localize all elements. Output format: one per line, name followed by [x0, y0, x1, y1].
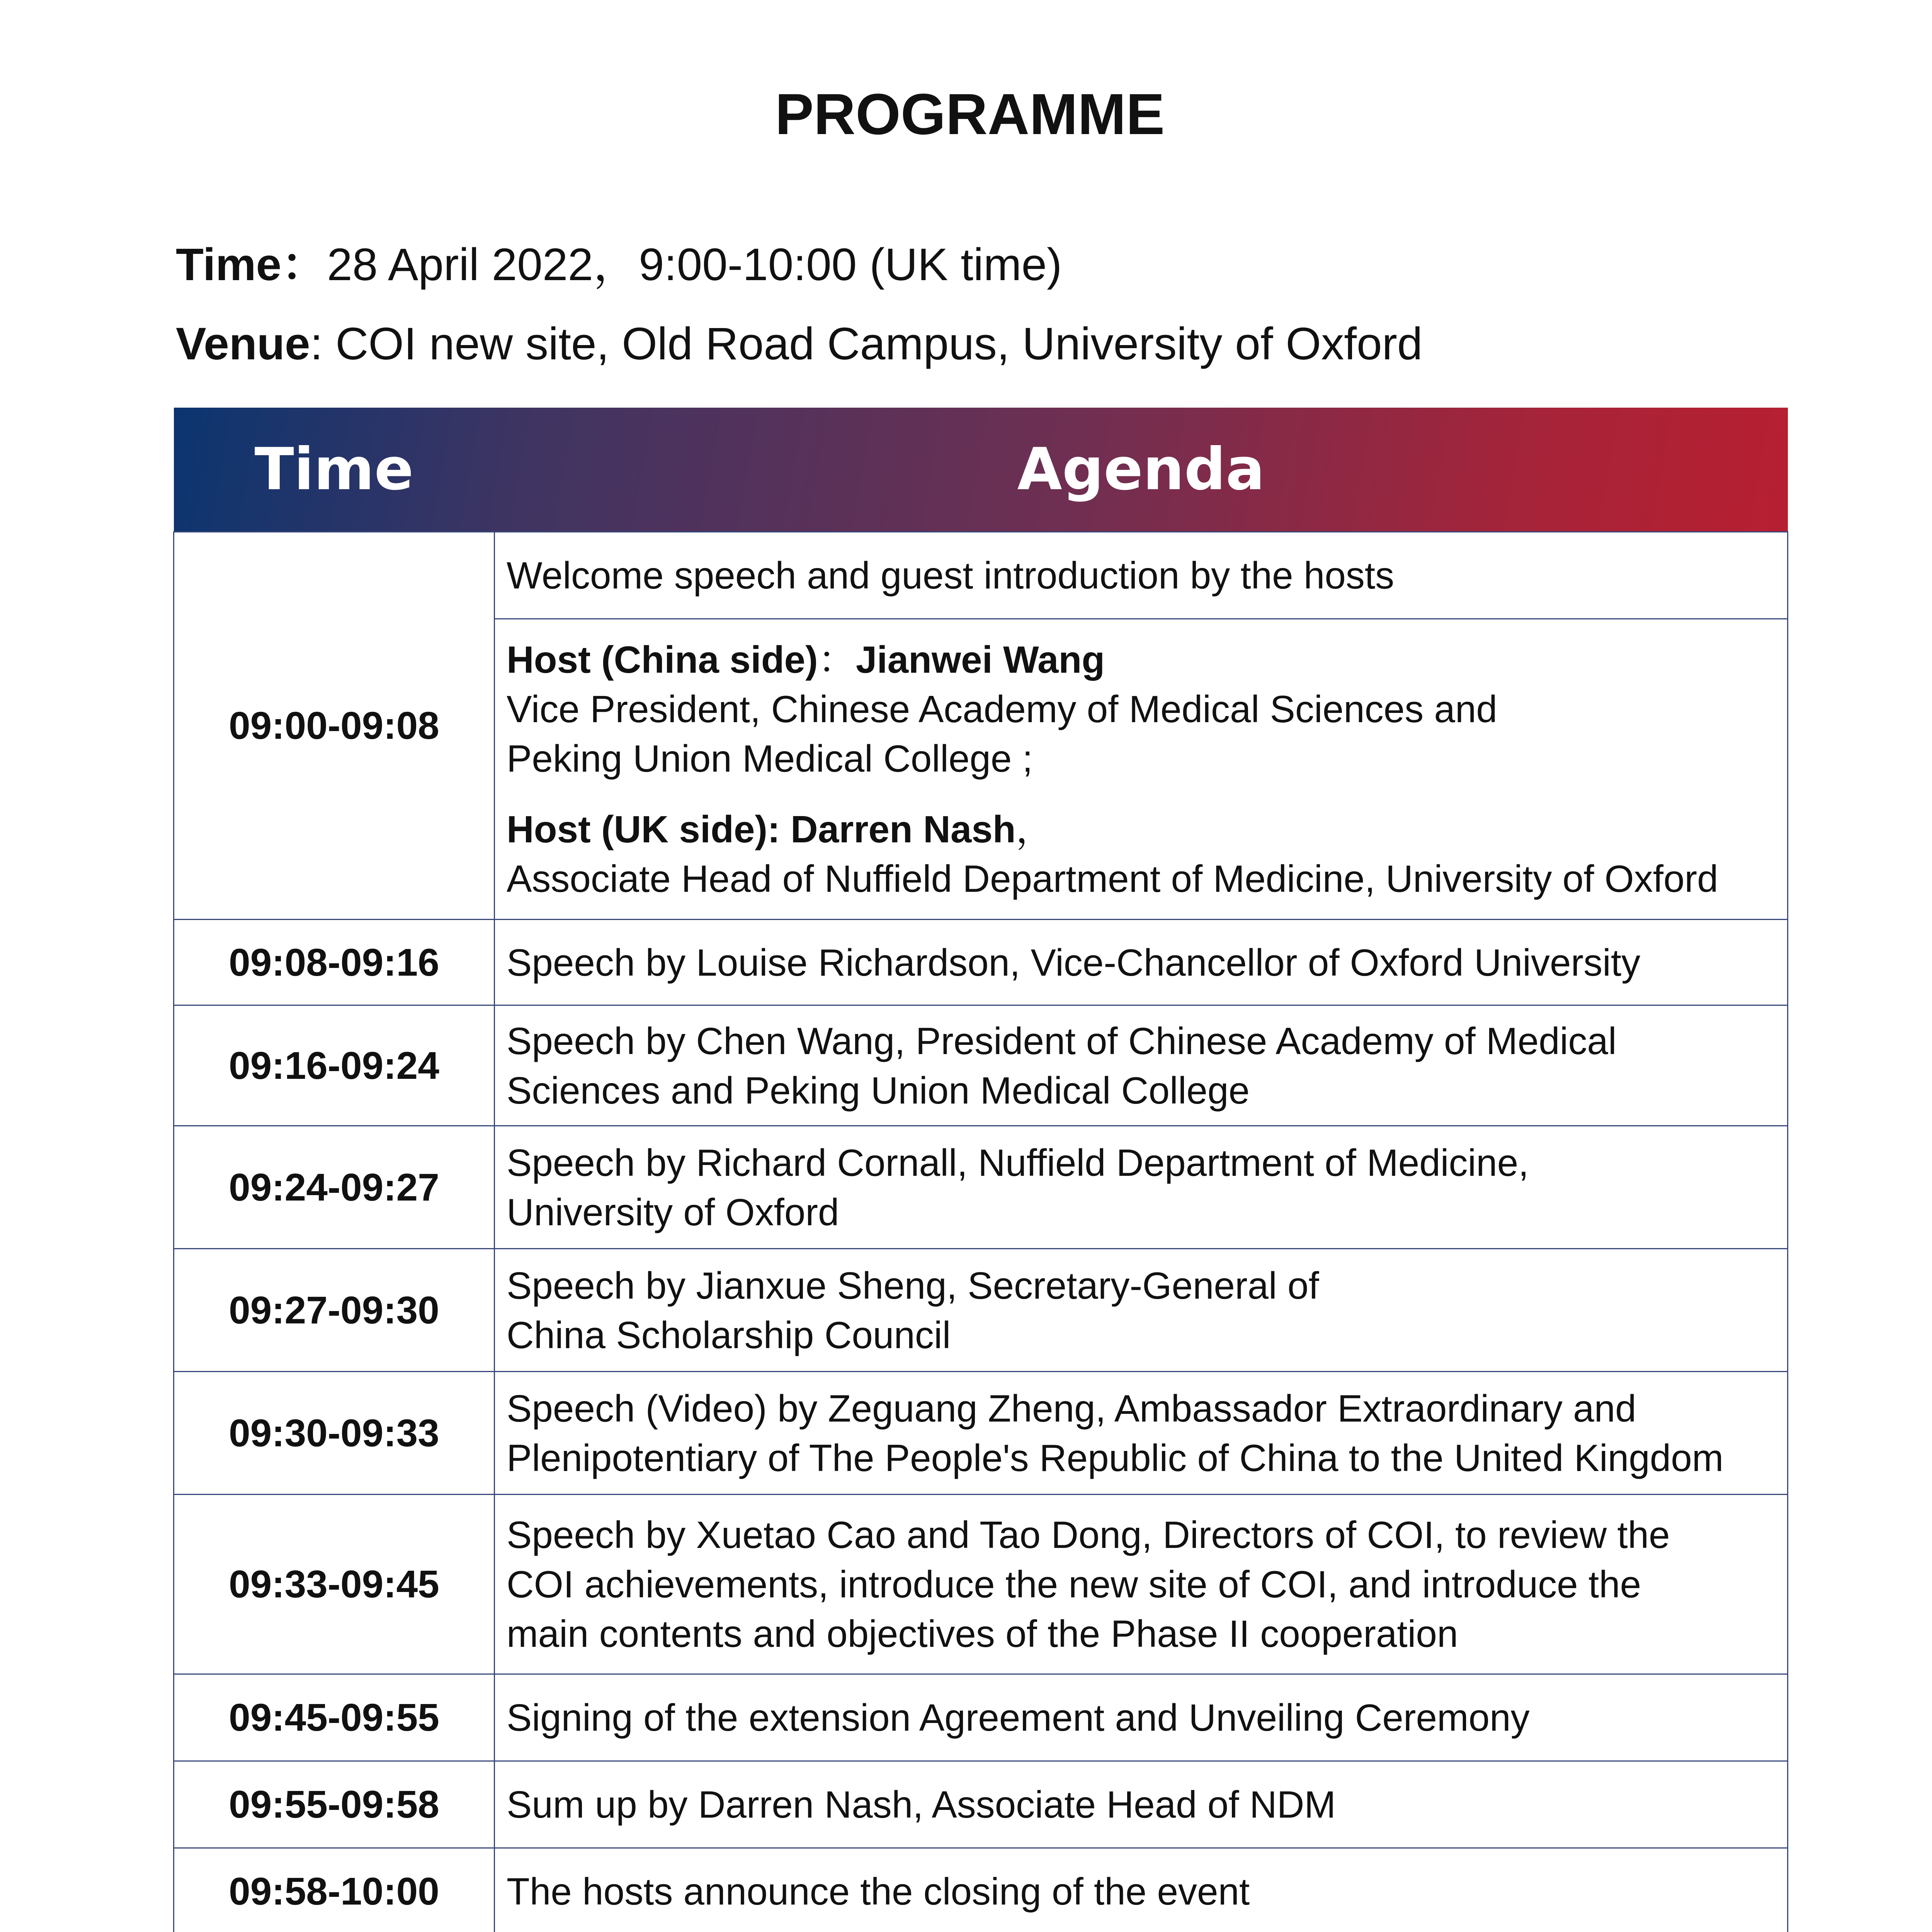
host-china-title-line: Vice President, Chinese Academy of Medical Sciences and: [507, 688, 1497, 730]
agenda-line: Speech by Xuetao Cao and Tao Dong, Directors of COI, to review the: [507, 1514, 1670, 1556]
agenda-cell: [495, 1005, 1788, 1126]
time-cell: 09:55-09:58: [174, 1761, 495, 1848]
agenda-line: Speech (Video) by Zeguang Zheng, Ambassador Extraordinary and: [507, 1387, 1636, 1430]
table-row: [174, 1674, 1788, 1761]
time-cell: 09:16-09:24: [174, 1005, 495, 1126]
host-china-title-line: Peking Union Medical College ;: [507, 737, 1033, 780]
event-time: [176, 238, 1062, 292]
agenda-line: University of Oxford: [507, 1190, 839, 1233]
agenda-cell: [495, 1372, 1788, 1495]
header-agenda: Agenda: [1017, 436, 1265, 503]
time-cell: 09:00-09:08: [174, 532, 495, 920]
agenda-table-header: [174, 408, 1788, 532]
host-uk-separator: ，: [1015, 808, 1054, 850]
table-row: [174, 1848, 1788, 1932]
table-row: [174, 1372, 1788, 1495]
header-time: Time: [254, 436, 414, 503]
agenda-cell: [495, 1674, 1788, 1761]
venue-value: COI new site, Old Road Campus, University of Oxford: [335, 318, 1423, 369]
time-cell: 09:27-09:30: [174, 1249, 495, 1372]
table-row: [174, 1761, 1788, 1848]
time-separator: ：: [281, 239, 327, 290]
agenda-cell: [495, 1126, 1788, 1249]
agenda-line: Speech by Chen Wang, President of Chinese Academy of Medical: [507, 1019, 1617, 1062]
time-value: 28 April 2022，9:00-10:00 (UK time): [327, 239, 1062, 290]
table-row: [174, 532, 1788, 619]
host-uk-title-line: Associate Head of Nuffield Department of Medicine, University of Oxford: [507, 857, 1718, 900]
table-row: [174, 1126, 1788, 1249]
table-row: [174, 920, 1788, 1005]
event-venue: [176, 317, 1423, 371]
host-uk-line: [507, 804, 1776, 854]
agenda-line: Sum up by Darren Nash, Associate Head of NDM: [507, 1783, 1336, 1826]
agenda-table: [173, 408, 1788, 1932]
host-uk-label: Host (UK side): Darren Nash: [507, 808, 1016, 850]
agenda-line: Signing of the extension Agreement and Unveiling Ceremony: [507, 1696, 1530, 1739]
spacer: [507, 783, 1776, 804]
time-label: Time: [176, 239, 282, 290]
time-cell: 09:24-09:27: [174, 1126, 495, 1249]
agenda-line: Plenipotentiary of The People's Republic of China to the United Kingdom: [507, 1436, 1724, 1479]
agenda-line: Speech by Jianxue Sheng, Secretary-General of: [507, 1264, 1319, 1307]
agenda-cell: [495, 1249, 1788, 1372]
agenda-line: COI achievements, introduce the new site of COI, and introduce the: [507, 1563, 1641, 1605]
agenda-table-body: [174, 532, 1788, 1932]
host-china-separator: ：: [818, 638, 856, 681]
agenda-line: The hosts announce the closing of the event: [507, 1870, 1250, 1913]
time-cell: 09:30-09:33: [174, 1372, 495, 1495]
time-cell: 09:08-09:16: [174, 920, 495, 1005]
host-china-line: [507, 635, 1776, 684]
time-cell: 09:45-09:55: [174, 1674, 495, 1761]
agenda-cell: [495, 1761, 1788, 1848]
agenda-cell: [495, 1848, 1788, 1932]
time-cell: 09:33-09:45: [174, 1495, 495, 1674]
agenda-line: Speech by Louise Richardson, Vice-Chancellor of Oxford University: [507, 941, 1641, 984]
agenda-cell: [495, 1495, 1788, 1674]
time-cell: 09:58-10:00: [174, 1848, 495, 1932]
venue-separator: :: [310, 318, 336, 369]
host-china-name: Jianwei Wang: [855, 638, 1105, 681]
table-row: [174, 1495, 1788, 1674]
agenda-line: China Scholarship Council: [507, 1313, 951, 1356]
host-china-label: Host (China side): [507, 638, 818, 681]
agenda-line: Sciences and Peking Union Medical College: [507, 1069, 1250, 1112]
agenda-cell: [495, 920, 1788, 1005]
venue-label: Venue: [176, 318, 310, 369]
hosts-cell: [495, 619, 1788, 920]
agenda-line: main contents and objectives of the Phase II cooperation: [507, 1612, 1458, 1655]
agenda-line: Speech by Richard Cornall, Nuffield Department of Medicine,: [507, 1141, 1529, 1184]
table-row: [174, 1249, 1788, 1372]
page-title: PROGRAMME: [775, 82, 1165, 146]
agenda-cell: Welcome speech and guest introduction by the hosts: [495, 532, 1788, 619]
header-row: [174, 408, 1788, 532]
table-row: [174, 1005, 1788, 1126]
